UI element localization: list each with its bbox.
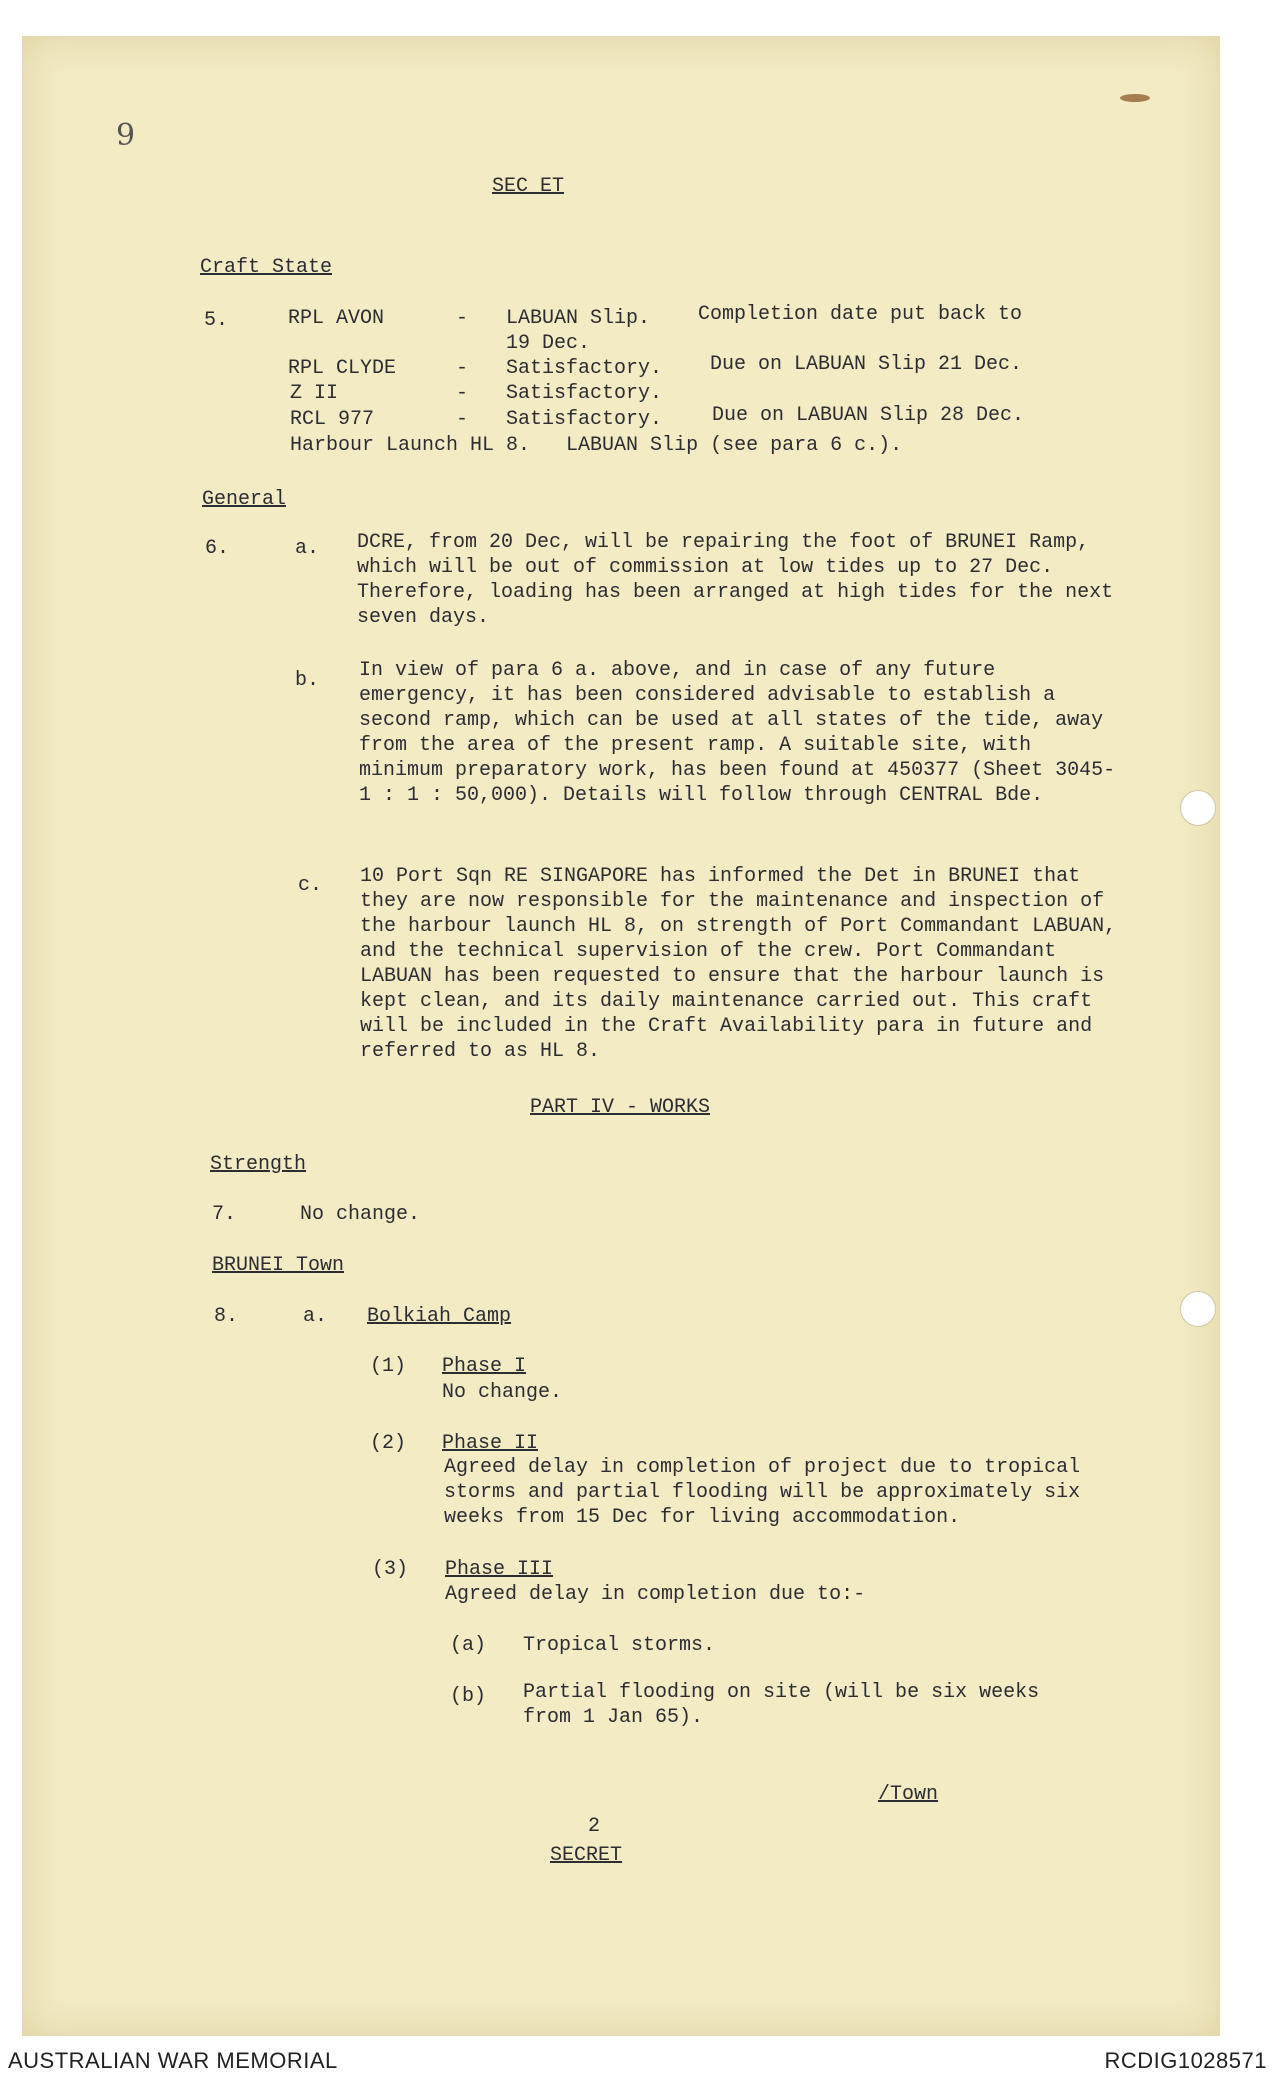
para-6c-text: 10 Port Sqn RE SINGAPORE has informed the Det in BRUNEI that they are now responsible for the maintenance and inspection of the harbour launch HL 8, on strength of Port Commandant LABUAN, and the technical supervision of the crew. Port Commandant LABUAN has been requested to ensure that the harbour launch is kept clean, and its daily maintenance carried out. This craft will be included in the Craft Availability para in future and referred to as HL 8. [360,865,1117,1063]
para-7-number: 7. [212,1203,237,1226]
craft-status: Satisfactory. [506,357,663,380]
craft-dash: - [456,382,469,405]
para-6b-text: In view of para 6 a. above, and in case of any future emergency, it has been considered advisable to establish a second ramp, which can be used at all states of the tide, away from the area of the present ramp. A suitable site, with minimum preparatory work, has been found at 450377 (Sheet 3045-1 : 1 : 50,000). Details will follow through CENTRAL Bde. [359,659,1116,807]
reason-letter: (b) [450,1685,487,1708]
harbour-launch-line: Harbour Launch HL 8. LABUAN Slip (see para 6 c.). [290,434,903,457]
para-8-number: 8. [214,1305,239,1328]
craft-state-heading: Craft State [200,256,333,279]
phase-number: (3) [372,1558,409,1581]
classification-top: SEC ET [492,175,565,198]
page-number: 2 [588,1815,601,1838]
strength-heading: Strength [210,1153,307,1176]
para-5-number: 5. [204,309,229,332]
punch-hole-lower [1180,1291,1216,1327]
phase-number: (1) [370,1355,407,1378]
craft-note-continued: 19 Dec. [506,332,591,355]
craft-name: RPL CLYDE [288,357,397,380]
craft-note: Due on LABUAN Slip 21 Dec. [710,353,1023,376]
craft-name: Z II [290,382,339,405]
bolkiah-camp-heading: Bolkiah Camp [367,1305,512,1328]
craft-note: Due on LABUAN Slip 28 Dec. [712,404,1025,427]
craft-name: RCL 977 [290,408,375,431]
brunei-town-heading: BRUNEI Town [212,1254,345,1277]
para-6-number: 6. [205,537,230,560]
handwritten-folio: 9 [116,118,136,153]
general-heading: General [202,488,287,511]
craft-status: LABUAN Slip. [506,307,651,330]
craft-dash: - [456,408,469,431]
craft-name: RPL AVON [288,307,385,330]
item-letter: a. [295,537,320,560]
archive-institution: AUSTRALIAN WAR MEMORIAL [8,2048,338,2073]
item-letter: c. [298,874,323,897]
reason-letter: (a) [450,1634,487,1657]
craft-status: Satisfactory. [506,382,663,405]
reason-text: Partial flooding on site (will be six weeks from 1 Jan 65). [523,1681,1040,1729]
phase-text: Agreed delay in completion of project due to tropical storms and partial flooding will be approximately six weeks from 15 Dec for living accommodation. [444,1456,1081,1529]
phase-number: (2) [370,1432,407,1455]
phase-title: Phase I [442,1355,527,1378]
item-letter: b. [295,669,320,692]
part-iv-title: PART IV - WORKS [530,1096,711,1119]
phase-title: Phase III [445,1558,554,1581]
archive-record-id: RCDIG1028571 [1104,2048,1267,2073]
craft-status: Satisfactory. [506,408,663,431]
catchword: /Town [878,1783,939,1806]
strength-text: No change. [300,1203,421,1226]
phase-text: No change. [442,1381,563,1404]
phase-title: Phase II [442,1432,539,1455]
rust-stain [1120,94,1150,102]
punch-hole-upper [1180,790,1216,826]
reason-text: Tropical storms. [523,1634,716,1657]
craft-dash: - [456,307,469,330]
classification-bottom: SECRET [550,1844,623,1867]
para-6a-text: DCRE, from 20 Dec, will be repairing the foot of BRUNEI Ramp, which will be out of commission at low tides up to 27 Dec. Therefore, loading has been arranged at high tides for the next seven days. [357,531,1114,629]
phase-text: Agreed delay in completion due to:- [445,1583,866,1606]
craft-note: Completion date put back to [698,303,1023,326]
sub-letter: a. [303,1305,328,1328]
craft-dash: - [456,357,469,380]
